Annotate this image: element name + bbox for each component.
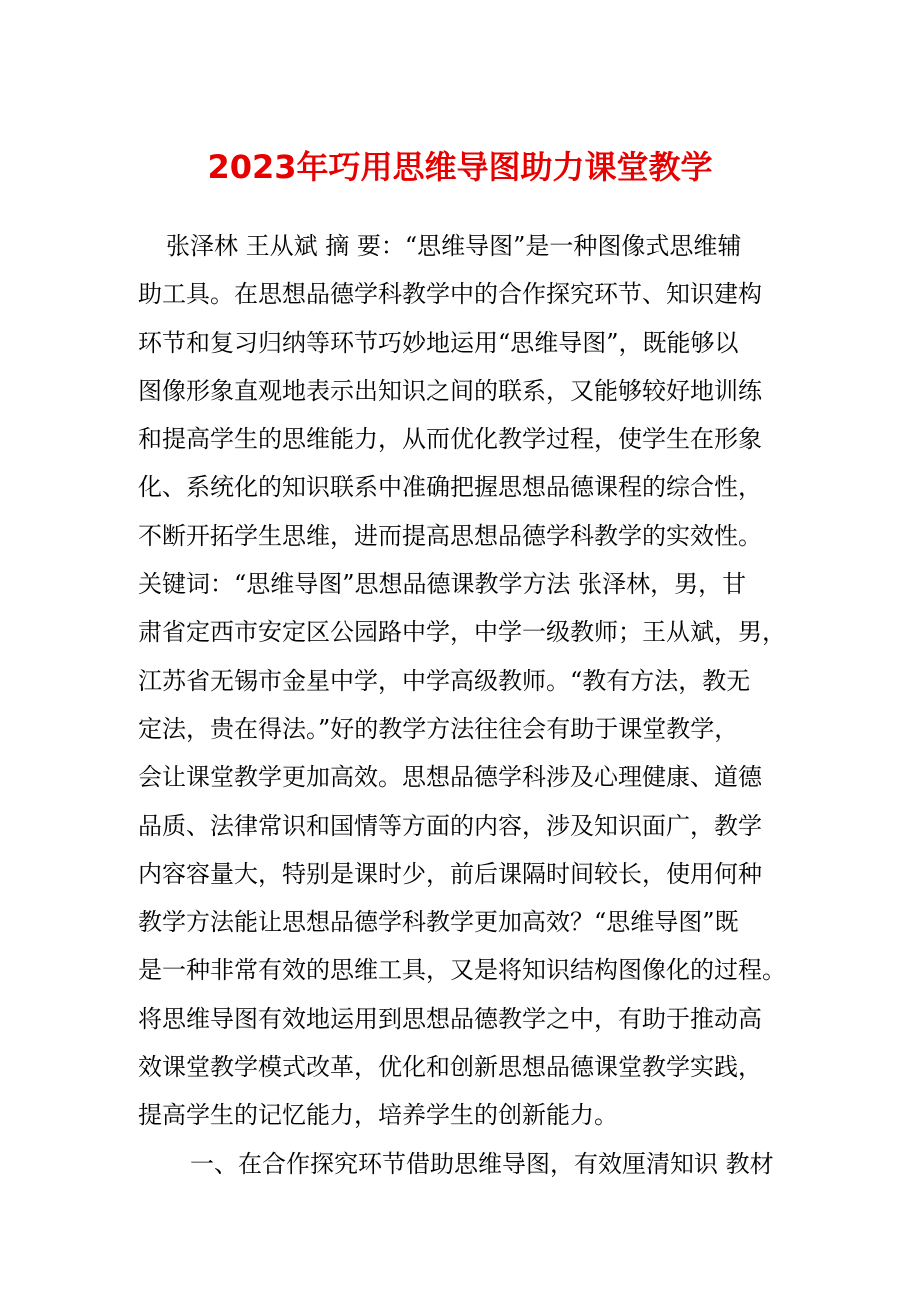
body-line: 张泽林 王从斌 摘 要：“思维导图”是一种图像式思维辅 — [166, 232, 742, 260]
body-line: 和提高学生的思维能力，从而优化教学过程，使学生在形象 — [138, 425, 762, 454]
body-line: 关键词：“思维导图”思想品德课教学方法 张泽林，男，甘 — [138, 570, 747, 599]
body-line: 内容容量大，特别是课时少，前后课隔时间较长，使用何种 — [138, 859, 762, 888]
body-line: 定法，贵在得法。”好的教学方法往往会有助于课堂教学， — [138, 714, 739, 743]
body-line: 不断开拓学生思维，进而提高思想品德学科教学的实效性。 — [138, 521, 762, 550]
body-line: 图像形象直观地表示出知识之间的联系，又能够较好地训练 — [138, 376, 762, 405]
body-line: 教学方法能让思想品德学科教学更加高效？“思维导图”既 — [138, 908, 739, 937]
body-line: 品质、法律常识和国情等方面的内容，涉及知识面广，教学 — [138, 811, 762, 840]
section-heading: 一、在合作探究环节借助思维导图，有效厘清知识 教材 — [190, 1149, 774, 1178]
document-body — [138, 222, 798, 1188]
body-line: 提高学生的记忆能力，培养学生的创新能力。 — [138, 1101, 618, 1130]
body-line: 将思维导图有效地运用到思想品德教学之中，有助于推动高 — [138, 1004, 762, 1033]
body-line: 肃省定西市安定区公园路中学，中学一级教师；王从斌，男， — [138, 618, 786, 647]
body-line: 效课堂教学模式改革，优化和创新思想品德课堂教学实践， — [138, 1053, 762, 1082]
body-line: 环节和复习归纳等环节巧妙地运用“思维导图”，既能够以 — [138, 328, 739, 357]
body-line: 助工具。在思想品德学科教学中的合作探究环节、知识建构 — [138, 280, 762, 309]
body-line: 化、系统化的知识联系中准确把握思想品德课程的综合性， — [138, 473, 762, 502]
body-line: 是一种非常有效的思维工具，又是将知识结构图像化的过程。 — [138, 956, 786, 985]
body-line: 会让课堂教学更加高效。思想品德学科涉及心理健康、道德 — [138, 763, 762, 792]
document-title: 2023年巧用思维导图助力课堂教学 — [207, 148, 713, 186]
body-line: 江苏省无锡市金星中学，中学高级教师。“教有方法，教无 — [138, 666, 751, 695]
